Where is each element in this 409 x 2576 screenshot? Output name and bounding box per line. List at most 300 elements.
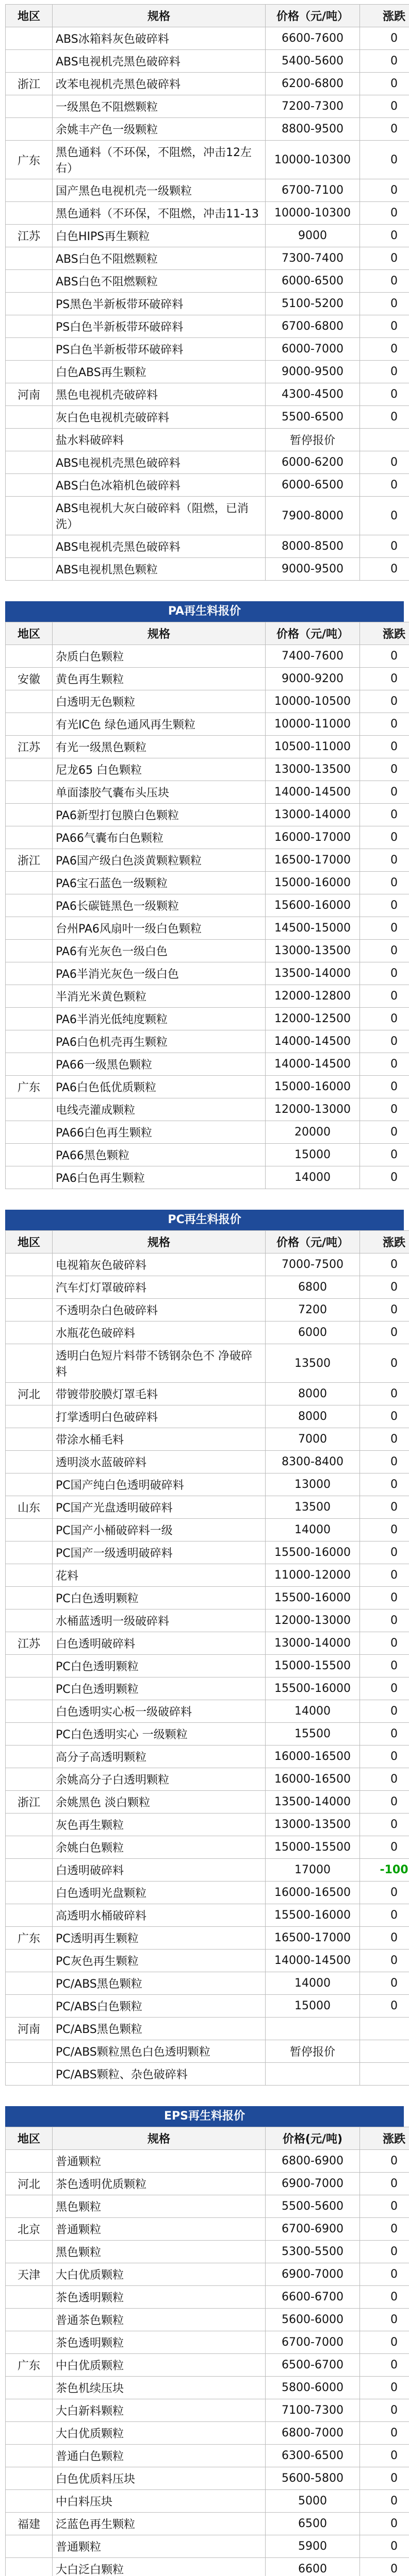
cell-change: 0 (360, 1030, 409, 1053)
cell-change: 0 (360, 826, 409, 849)
table-row (6, 758, 409, 781)
cell-change: 0 (360, 202, 409, 225)
header-row (6, 1231, 409, 1253)
cell-area (6, 2558, 53, 2576)
cell-area (6, 645, 53, 668)
cell-price: 6600-7600 (266, 27, 360, 50)
cell-price: 15500-16000 (266, 1677, 360, 1700)
table-row (6, 826, 409, 849)
cell-area (6, 1276, 53, 1299)
cell-spec: 白色优质料压块 (53, 2467, 266, 2490)
cell-area (6, 1030, 53, 1053)
cell-area: 浙江 (6, 73, 53, 95)
cell-change: 0 (360, 1655, 409, 1677)
table-row (6, 535, 409, 558)
cell-area (6, 1541, 53, 1564)
column-header: 价格（元/吨） (266, 5, 360, 27)
cell-area (6, 917, 53, 940)
cell-price: 13500-14000 (266, 962, 360, 985)
table-row (6, 27, 409, 50)
cell-price: 13000-13500 (266, 758, 360, 781)
cell-price: 6500-6700 (266, 2354, 360, 2377)
cell-spec: 茶色透明颗粒 (53, 2286, 266, 2309)
cell-change: 0 (360, 1927, 409, 1950)
cell-spec: ABS白色不阻燃颗粒 (53, 247, 266, 270)
table-row (6, 736, 409, 758)
cell-change: 0 (360, 2173, 409, 2195)
cell-price: 10000-10300 (266, 141, 360, 179)
cell-area: 广东 (6, 2354, 53, 2377)
cell-price: 14000-14500 (266, 1030, 360, 1053)
cell-area: 浙江 (6, 849, 53, 872)
cell-change: -100 (360, 1859, 409, 1882)
cell-spec: 普通颗粒 (53, 2218, 266, 2241)
cell-price: 17000 (266, 1859, 360, 1882)
cell-change: 0 (360, 985, 409, 1008)
cell-change: 0 (360, 406, 409, 429)
cell-change: 0 (360, 1745, 409, 1768)
cell-spec: 泛蓝色再生颗粒 (53, 2513, 266, 2535)
cell-change: 0 (360, 535, 409, 558)
cell-area: 安徽 (6, 668, 53, 690)
cell-area (6, 1121, 53, 1144)
cell-spec: 中白优质颗粒 (53, 2354, 266, 2377)
table-row (6, 985, 409, 1008)
cell-area (6, 27, 53, 50)
cell-area (6, 497, 53, 535)
cell-area (6, 2286, 53, 2309)
cell-change: 0 (360, 1144, 409, 1166)
cell-spec: 高透明水桶破碎料 (53, 1904, 266, 1927)
cell-spec: PC灰色再生颗粒 (53, 1950, 266, 1972)
cell-change (360, 429, 409, 451)
cell-area (6, 1008, 53, 1030)
table-row (6, 2445, 409, 2467)
cell-area (6, 1995, 53, 2018)
cell-price: 6000-6500 (266, 474, 360, 497)
table-row (6, 1144, 409, 1166)
cell-price: 6700-6800 (266, 315, 360, 338)
table-row (6, 690, 409, 713)
cell-spec: 不透明杂白色破碎料 (53, 1299, 266, 1321)
cell-area (6, 1814, 53, 1836)
table-row (6, 849, 409, 872)
cell-change: 0 (360, 1882, 409, 1904)
cell-change: 0 (360, 451, 409, 474)
cell-change: 0 (360, 2558, 409, 2576)
cell-price: 6000 (266, 1321, 360, 1344)
cell-area (6, 315, 53, 338)
cell-area (6, 1166, 53, 1189)
cell-price: 5600-5800 (266, 2467, 360, 2490)
cell-change: 0 (360, 1995, 409, 2018)
cell-spec: PC国产小桶破碎料一级 (53, 1519, 266, 1541)
cell-area (6, 713, 53, 736)
cell-spec: PC国产一级透明破碎料 (53, 1541, 266, 1564)
cell-price: 7100-7300 (266, 2399, 360, 2422)
cell-change: 0 (360, 2195, 409, 2218)
cell-area (6, 1253, 53, 1276)
cell-change: 0 (360, 894, 409, 917)
cell-area (6, 1587, 53, 1609)
cell-spec: 白色ABS再生颗粒 (53, 361, 266, 383)
cell-change: 0 (360, 2354, 409, 2377)
cell-area (6, 406, 53, 429)
table-row (6, 474, 409, 497)
cell-price: 13500 (266, 1496, 360, 1519)
cell-price: 7000 (266, 1428, 360, 1451)
table-row (6, 118, 409, 141)
cell-price: 6700-7000 (266, 2331, 360, 2354)
cell-spec: ABS冰箱料灰色破碎料 (53, 27, 266, 50)
table-row (6, 1927, 409, 1950)
cell-spec: PA6宝石蓝色一级颗粒 (53, 872, 266, 894)
cell-change: 0 (360, 1098, 409, 1121)
section-title: PA再生料报价 (5, 601, 404, 622)
table-row (6, 2150, 409, 2173)
table-row (6, 1859, 409, 1882)
cell-price: 15000-16000 (266, 872, 360, 894)
table-row (6, 1768, 409, 1791)
cell-spec: 白透明破碎料 (53, 1859, 266, 1882)
cell-price: 5000 (266, 2490, 360, 2513)
cell-spec: 普通颗粒 (53, 2150, 266, 2173)
cell-area: 浙江 (6, 1791, 53, 1814)
cell-change: 0 (360, 2422, 409, 2445)
cell-change: 0 (360, 50, 409, 73)
table-row (6, 1166, 409, 1189)
cell-spec: 单面漆胶气囊布头压块 (53, 781, 266, 804)
table-row (6, 1541, 409, 1564)
cell-spec: 改苯电视机壳黑色破碎料 (53, 73, 266, 95)
cell-change: 0 (360, 1836, 409, 1859)
table-row (6, 917, 409, 940)
cell-change: 0 (360, 1972, 409, 1995)
cell-spec: 尼龙65 白色颗粒 (53, 758, 266, 781)
table-row (6, 2286, 409, 2309)
cell-spec: PA66一级黑色颗粒 (53, 1053, 266, 1076)
cell-change: 0 (360, 736, 409, 758)
cell-change: 0 (360, 2331, 409, 2354)
table-row (6, 141, 409, 179)
column-header: 规格 (53, 2127, 266, 2150)
cell-area (6, 940, 53, 962)
table-row (6, 2173, 409, 2195)
cell-price: 6800 (266, 1276, 360, 1299)
cell-price: 7300-7400 (266, 247, 360, 270)
cell-price: 16000-16500 (266, 1882, 360, 1904)
cell-price: 14000 (266, 1519, 360, 1541)
cell-price: 15000-15500 (266, 1836, 360, 1859)
cell-spec: 汽车灯灯罩破碎料 (53, 1276, 266, 1299)
cell-spec: 茶色透明优质颗粒 (53, 2173, 266, 2195)
table-row (6, 1587, 409, 1609)
cell-change: 0 (360, 2286, 409, 2309)
table-row (6, 894, 409, 917)
table-row (6, 2399, 409, 2422)
cell-area (6, 247, 53, 270)
cell-change: 0 (360, 962, 409, 985)
cell-area (6, 1745, 53, 1768)
table-row (6, 50, 409, 73)
cell-spec: 杂质白色颗粒 (53, 645, 266, 668)
cell-spec: 带镀带胶膜灯罩毛料 (53, 1383, 266, 1405)
cell-change: 0 (360, 781, 409, 804)
cell-spec: 带涂水桶毛料 (53, 1428, 266, 1451)
cell-area (6, 2490, 53, 2513)
cell-change: 0 (360, 2377, 409, 2399)
cell-price: 14500-15000 (266, 917, 360, 940)
cell-spec: 高分子高透明颗粒 (53, 1745, 266, 1768)
cell-spec: 白色透明破碎料 (53, 1632, 266, 1655)
table-row (6, 338, 409, 361)
cell-price: 6900-7000 (266, 2263, 360, 2286)
cell-area: 河北 (6, 2173, 53, 2195)
cell-change: 0 (360, 1473, 409, 1496)
cell-area (6, 2331, 53, 2354)
cell-area (6, 985, 53, 1008)
cell-price: 15000-16000 (266, 1076, 360, 1098)
cell-price: 14000-14500 (266, 781, 360, 804)
section-eps (5, 2106, 404, 2576)
cell-spec: 白色透明实心板一级破碎料 (53, 1700, 266, 1723)
table-row (6, 2218, 409, 2241)
cell-spec: 电线壳灌成颗粒 (53, 1098, 266, 1121)
cell-spec: PC/ABS黑色颗粒 (53, 1972, 266, 1995)
cell-area (6, 1519, 53, 1541)
cell-area (6, 2150, 53, 2173)
cell-price: 16000-16500 (266, 1745, 360, 1768)
cell-area (6, 1321, 53, 1344)
cell-spec: ABS电视机壳黑色破碎料 (53, 451, 266, 474)
cell-price: 5300-5500 (266, 2241, 360, 2263)
cell-price: 5500-5600 (266, 2195, 360, 2218)
cell-area (6, 1344, 53, 1383)
table-row (6, 1098, 409, 1121)
cell-spec: 打掌透明白色破碎料 (53, 1405, 266, 1428)
cell-area: 广东 (6, 141, 53, 179)
table-row (6, 2558, 409, 2576)
cell-spec: PC国产纯白色透明破碎料 (53, 1473, 266, 1496)
section-pc (5, 1210, 408, 2086)
cell-price: 5800-6000 (266, 2377, 360, 2399)
cell-price: 15000-15500 (266, 1655, 360, 1677)
cell-change: 0 (360, 2241, 409, 2263)
cell-spec: PA66黑色颗粒 (53, 1144, 266, 1166)
cell-spec: 黑色电视机壳破碎料 (53, 383, 266, 406)
cell-spec: 花料 (53, 1564, 266, 1587)
cell-area (6, 1972, 53, 1995)
cell-change: 0 (360, 2150, 409, 2173)
cell-spec: ABS白色冰箱机色破碎料 (53, 474, 266, 497)
cell-change: 0 (360, 2445, 409, 2467)
table-row (6, 1030, 409, 1053)
cell-change: 0 (360, 247, 409, 270)
cell-change: 0 (360, 1076, 409, 1098)
table-row (6, 1723, 409, 1745)
cell-price: 13500 (266, 1344, 360, 1383)
table-row (6, 1745, 409, 1768)
cell-area (6, 1677, 53, 1700)
cell-spec: 水桶蓝透明一级破碎料 (53, 1609, 266, 1632)
table-row (6, 95, 409, 118)
cell-area (6, 558, 53, 581)
cell-spec: 有光IC色 绿色通风再生颗粒 (53, 713, 266, 736)
table-row (6, 1972, 409, 1995)
table-row (6, 2063, 409, 2086)
cell-spec: PA6白色机壳再生颗粒 (53, 1030, 266, 1053)
table-row (6, 202, 409, 225)
table-row (6, 1008, 409, 1030)
cell-spec: PA6新型打包膜白色颗粒 (53, 804, 266, 826)
cell-price: 7400-7600 (266, 645, 360, 668)
cell-area (6, 1904, 53, 1927)
table-row (6, 804, 409, 826)
cell-change: 0 (360, 1519, 409, 1541)
table-row (6, 2490, 409, 2513)
cell-change: 0 (360, 668, 409, 690)
table-row (6, 713, 409, 736)
cell-area (6, 2377, 53, 2399)
cell-area (6, 826, 53, 849)
cell-price: 13000 (266, 1473, 360, 1496)
table-row (6, 451, 409, 474)
table-row (6, 1882, 409, 1904)
cell-change: 0 (360, 2513, 409, 2535)
table-row (6, 2241, 409, 2263)
cell-area (6, 872, 53, 894)
cell-area (6, 179, 53, 202)
cell-change: 0 (360, 713, 409, 736)
header-row (6, 2127, 409, 2150)
cell-spec: 普通颗粒 (53, 2535, 266, 2558)
table-row (6, 1076, 409, 1098)
cell-change: 0 (360, 1632, 409, 1655)
cell-spec: 国产黑色电视机壳一级颗粒 (53, 179, 266, 202)
table-row (6, 1451, 409, 1473)
cell-price: 9000-9200 (266, 668, 360, 690)
cell-spec: 有光一级黑色颗粒 (53, 736, 266, 758)
cell-spec: ABS电视机大灰白破碎料（阻燃，已消洗） (53, 497, 266, 535)
cell-change (360, 2063, 409, 2086)
cell-change: 0 (360, 1276, 409, 1299)
column-header: 规格 (53, 5, 266, 27)
cell-area (6, 2063, 53, 2086)
cell-area: 江苏 (6, 1632, 53, 1655)
cell-spec: PS黑色半新板带环破碎料 (53, 293, 266, 315)
table-row (6, 2195, 409, 2218)
cell-area: 山东 (6, 1496, 53, 1519)
cell-price: 5900 (266, 2535, 360, 2558)
cell-change: 0 (360, 118, 409, 141)
cell-change: 0 (360, 849, 409, 872)
cell-price: 15500-16000 (266, 1541, 360, 1564)
column-header: 地区 (6, 622, 53, 645)
cell-area (6, 1451, 53, 1473)
price-table (5, 4, 409, 581)
column-header: 地区 (6, 2127, 53, 2150)
cell-price: 暂停报价 (266, 429, 360, 451)
cell-price: 14000 (266, 1972, 360, 1995)
table-row (6, 1383, 409, 1405)
cell-spec: PS白色半新板带环破碎料 (53, 338, 266, 361)
cell-area (6, 1564, 53, 1587)
cell-spec: PA66白色再生颗粒 (53, 1121, 266, 1144)
table-row (6, 497, 409, 535)
cell-spec: PC白色透明颗粒 (53, 1655, 266, 1677)
column-header: 涨跌 (360, 1231, 409, 1253)
cell-area (6, 1473, 53, 1496)
cell-area (6, 2467, 53, 2490)
cell-change: 0 (360, 1541, 409, 1564)
cell-price: 15500-16000 (266, 1587, 360, 1609)
cell-change: 0 (360, 497, 409, 535)
cell-change: 0 (360, 95, 409, 118)
cell-area (6, 2399, 53, 2422)
cell-price: 13000-14000 (266, 804, 360, 826)
column-header: 规格 (53, 622, 266, 645)
cell-change: 0 (360, 1904, 409, 1927)
cell-spec: 透明淡水蓝破碎料 (53, 1451, 266, 1473)
table-row (6, 406, 409, 429)
cell-change: 0 (360, 1008, 409, 1030)
cell-change: 0 (360, 1166, 409, 1189)
cell-price (266, 2063, 360, 2086)
cell-area (6, 2241, 53, 2263)
cell-price: 10000-10300 (266, 202, 360, 225)
table-row (6, 1519, 409, 1541)
table-row (6, 1405, 409, 1428)
cell-price: 13000-13500 (266, 1814, 360, 1836)
cell-change: 0 (360, 1496, 409, 1519)
table-row (6, 383, 409, 406)
cell-area (6, 781, 53, 804)
section-abs-area (5, 4, 404, 581)
cell-area: 广东 (6, 1927, 53, 1950)
cell-price: 6900-7000 (266, 2173, 360, 2195)
table-row (6, 872, 409, 894)
cell-change: 0 (360, 1299, 409, 1321)
cell-price: 4300-4500 (266, 383, 360, 406)
cell-price: 8000-8500 (266, 535, 360, 558)
cell-change: 0 (360, 1587, 409, 1609)
cell-price: 15500-16000 (266, 1904, 360, 1927)
table-row (6, 179, 409, 202)
cell-change: 0 (360, 141, 409, 179)
cell-price: 9000 (266, 225, 360, 247)
cell-price: 14000 (266, 1700, 360, 1723)
cell-price: 10000-10500 (266, 690, 360, 713)
table-row (6, 2263, 409, 2286)
cell-change: 0 (360, 1791, 409, 1814)
table-row (6, 2377, 409, 2399)
column-header: 规格 (53, 1231, 266, 1253)
cell-change: 0 (360, 179, 409, 202)
cell-price: 8800-9500 (266, 118, 360, 141)
cell-price: 10500-11000 (266, 736, 360, 758)
header-row (6, 622, 409, 645)
table-row (6, 2354, 409, 2377)
cell-price: 16500-17000 (266, 1927, 360, 1950)
cell-area (6, 50, 53, 73)
cell-area (6, 95, 53, 118)
table-row (6, 1496, 409, 1519)
cell-area (6, 535, 53, 558)
cell-spec: PC白色透明实心 一级颗粒 (53, 1723, 266, 1745)
cell-price: 8300-8400 (266, 1451, 360, 1473)
table-row (6, 1473, 409, 1496)
table-row (6, 1121, 409, 1144)
